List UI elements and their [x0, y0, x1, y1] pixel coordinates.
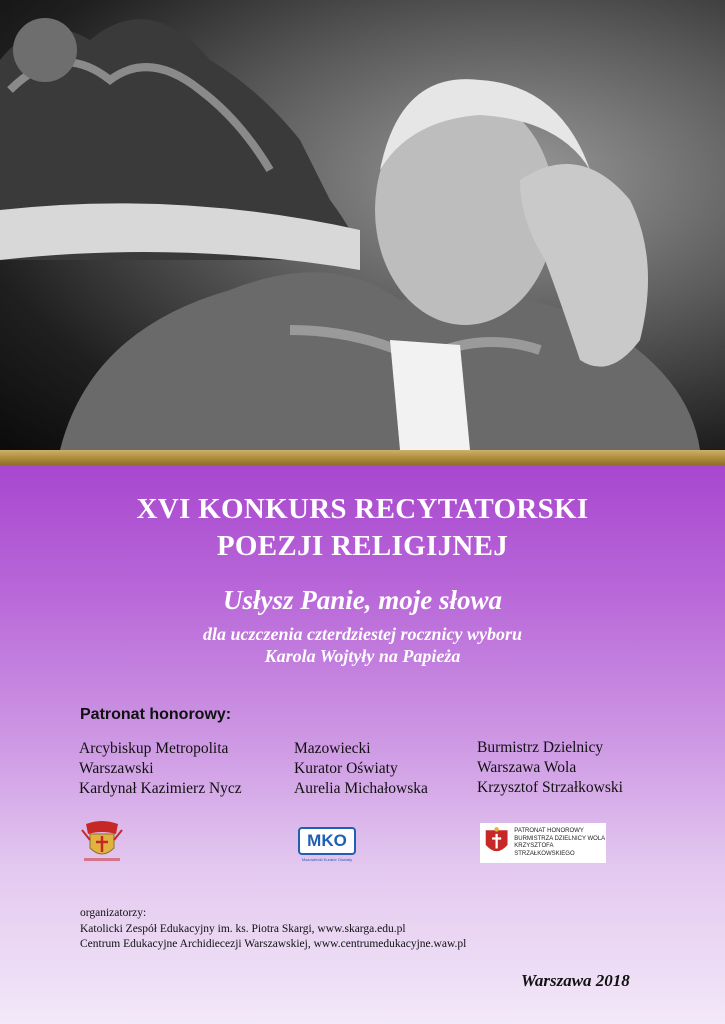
organizer-line: Centrum Edukacyjne Archidiecezji Warszawskiej, www.centrumedukacyjne.waw.pl — [80, 938, 467, 950]
event-subtitle: Usłysz Panie, moje słowa — [222, 585, 502, 615]
organizers-block — [80, 906, 466, 953]
dedication-line1: dla uczczenia czterdziestej rocznicy wyboru — [203, 624, 522, 644]
patron-line: Mazowiecki — [294, 740, 371, 757]
cherub-head — [13, 18, 77, 82]
dedication-line2: Karola Wojtyły na Papieża — [264, 646, 461, 666]
collar — [390, 340, 470, 450]
patron-line: Kurator Oświaty — [294, 760, 398, 777]
patron-line: Arcybiskup Metropolita — [79, 740, 229, 757]
patronat-heading: Patronat honorowy: — [80, 706, 232, 723]
organizers-heading: organizatorzy: — [80, 907, 147, 919]
patron-line: Warszawa Wola — [477, 759, 577, 776]
patron-line: Warszawski — [79, 760, 154, 777]
patron-line: Krzysztof Strzałkowski — [477, 779, 623, 796]
gold-divider — [0, 450, 725, 465]
patron-burmistrz — [477, 738, 623, 798]
wola-text-line: KRZYSZTOFA STRZAŁKOWSKIEGO — [514, 843, 575, 857]
cardinal-coat-of-arms — [80, 820, 124, 866]
wola-crest-icon — [483, 825, 510, 861]
patron-line: Burmistrz Dzielnicy — [477, 739, 604, 756]
header-photo — [0, 0, 725, 450]
patron-archbishop — [79, 739, 242, 799]
coat-of-arms-icon — [80, 820, 124, 866]
mko-logo — [296, 823, 358, 865]
patron-line: Kardynał Kazimierz Nycz — [79, 780, 242, 797]
organizer-line: Katolicki Zespół Edukacyjny im. ks. Piotra Skargi, www.skarga.edu.pl — [80, 922, 406, 935]
wola-patronat-logo — [480, 823, 606, 863]
mko-logo-icon: MKO — [298, 827, 356, 855]
patron-line: Aurelia Michałowska — [294, 780, 428, 797]
event-title-line2: POEZJI RELIGIJNEJ — [216, 530, 509, 562]
wola-text-line: BURMISTRZA DZIELNICY WOLA — [514, 835, 606, 842]
wola-text-line: PATRONAT HONOROWY — [514, 828, 584, 834]
event-title-line1: XVI KONKURS RECYTATORSKI — [136, 493, 589, 525]
place-date: Warszawa 2018 — [521, 971, 630, 990]
mko-caption: Mazowiecki Kurator Oświaty — [301, 856, 353, 862]
pope-portrait-illustration — [0, 0, 725, 450]
patron-kurator — [294, 739, 428, 799]
wola-logo-text — [514, 828, 606, 858]
